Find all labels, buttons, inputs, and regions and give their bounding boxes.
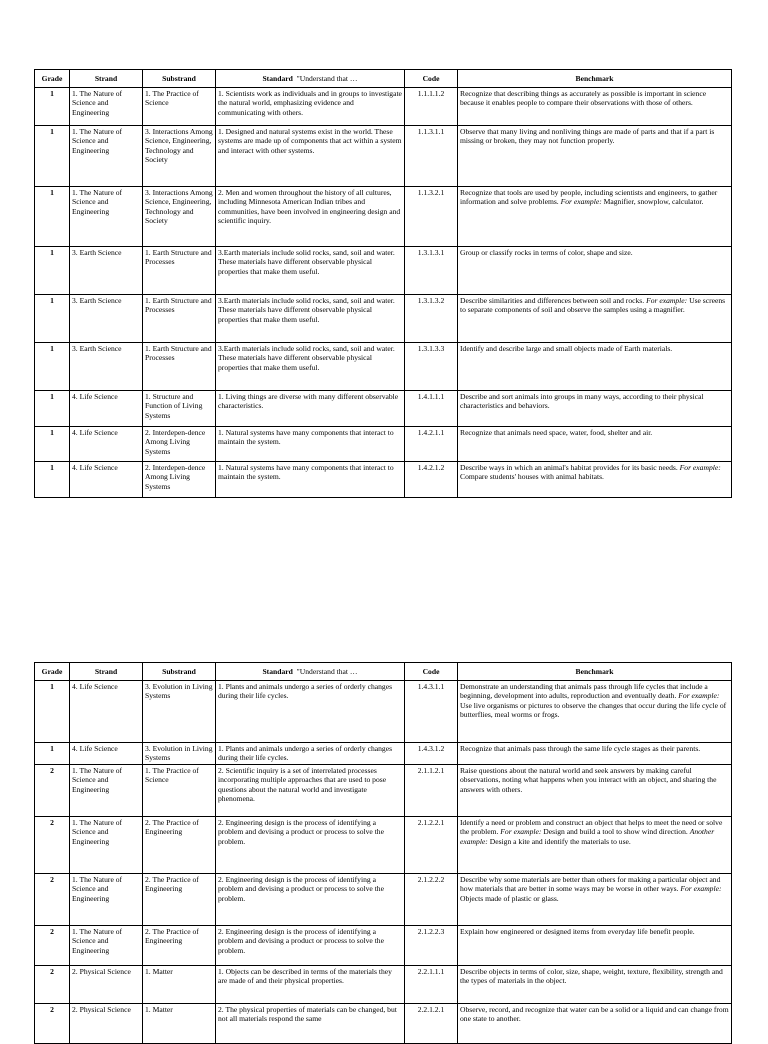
substrand-cell: 1. The Practice of Science [143, 765, 216, 817]
benchmark-text: Describe ways in which an animal's habitat provides for its basic needs. [460, 463, 680, 472]
table-row [35, 743, 732, 765]
code-cell: 1.4.2.1.1 [405, 427, 458, 462]
code-cell: 1.4.3.1.2 [405, 743, 458, 765]
standard-cell: 1. Living things are diverse with many different observable characteristics. [216, 391, 405, 427]
benchmark-example-label: For example: [646, 296, 688, 305]
code-cell: 1.1.3.2.1 [405, 187, 458, 247]
table-row [35, 926, 732, 966]
benchmark-cell [458, 926, 732, 966]
benchmark-cell [458, 427, 732, 462]
header-row [35, 663, 732, 681]
benchmark-text: Demonstrate an understanding that animals pass through life cycles that include a beginning, development into adults, reproduction and eventually death. [460, 682, 708, 701]
strand-cell: 4. Life Science [70, 427, 143, 462]
benchmark-cell [458, 343, 732, 391]
grade-cell: 1 [35, 88, 70, 126]
standard-cell: 1. Natural systems have many components that interact to maintain the system. [216, 462, 405, 498]
grade-cell: 1 [35, 295, 70, 343]
code-cell: 2.1.2.2.2 [405, 874, 458, 926]
strand-cell: 2. Physical Science [70, 1004, 143, 1044]
strand-cell: 4. Life Science [70, 681, 143, 743]
code-cell: 2.1.2.2.1 [405, 817, 458, 874]
table-row [35, 295, 732, 343]
grade-cell: 1 [35, 187, 70, 247]
grade-cell: 2 [35, 1004, 70, 1044]
strand-cell: 3. Earth Science [70, 295, 143, 343]
table-row [35, 88, 732, 126]
standard-cell: 1. Plants and animals undergo a series of orderly changes during their life cycles. [216, 681, 405, 743]
substrand-cell: 1. Earth Structure and Processes [143, 343, 216, 391]
benchmark-text: Recognize that tools are used by people, including scientists and engineers, to gather information and solve problems. [460, 188, 718, 207]
benchmark-text: Raise questions about the natural world and seek answers by making careful observations, noting what happens when you interact with an object, and sharing the answers with others. [460, 766, 717, 794]
header-code: Code [405, 70, 458, 88]
code-cell: 1.4.1.1.1 [405, 391, 458, 427]
benchmark-cell [458, 126, 732, 187]
strand-cell: 4. Life Science [70, 391, 143, 427]
code-cell: 1.3.1.3.1 [405, 247, 458, 295]
substrand-cell: 2. The Practice of Engineering [143, 817, 216, 874]
code-cell: 1.4.2.1.2 [405, 462, 458, 498]
header-standard-label: Standard [262, 73, 293, 83]
grade-cell: 2 [35, 765, 70, 817]
code-cell: 1.1.3.1.1 [405, 126, 458, 187]
substrand-cell: 1. The Practice of Science [143, 88, 216, 126]
grade-cell: 1 [35, 391, 70, 427]
header-standard [216, 663, 405, 681]
grade-cell: 2 [35, 966, 70, 1004]
table-row [35, 817, 732, 874]
benchmark-cell [458, 966, 732, 1004]
standard-cell: 1. Objects can be described in terms of the materials they are made of and their physical properties. [216, 966, 405, 1004]
benchmark-text: Describe and sort animals into groups in many ways, according to their physical characteristics and behaviors. [460, 392, 704, 411]
strand-cell: 2. Physical Science [70, 966, 143, 1004]
header-code: Code [405, 663, 458, 681]
table-row [35, 247, 732, 295]
table-row [35, 126, 732, 187]
strand-cell: 3. Earth Science [70, 247, 143, 295]
benchmark-text: Magnifier, snowplow, calculator. [601, 197, 704, 207]
benchmark-cell [458, 247, 732, 295]
standard-cell: 3.Earth materials include solid rocks, sand, soil and water. These materials have different observable physical properties that make them useful. [216, 343, 405, 391]
table-row [35, 462, 732, 498]
benchmark-cell [458, 391, 732, 427]
header-standard-label: Standard [262, 666, 293, 676]
strand-cell: 1. The Nature of Science and Engineering [70, 765, 143, 817]
benchmark-example-label: For example: [680, 884, 722, 894]
grade-cell: 1 [35, 681, 70, 743]
benchmark-cell [458, 874, 732, 926]
benchmark-cell [458, 765, 732, 817]
table-row [35, 765, 732, 817]
code-cell: 1.4.3.1.1 [405, 681, 458, 743]
strand-cell: 1. The Nature of Science and Engineering [70, 817, 143, 874]
table-row [35, 427, 732, 462]
benchmark-text: Recognize that animals pass through the same life cycle stages as their parents. [460, 744, 701, 753]
grade-cell: 1 [35, 427, 70, 462]
header-strand: Strand [70, 70, 143, 88]
header-substrand: Substrand [143, 70, 216, 88]
table-row [35, 681, 732, 743]
table-row [35, 391, 732, 427]
benchmark-text: Recognize that animals need space, water, food, shelter and air. [460, 428, 653, 437]
substrand-cell: 2. Interdepen-dence Among Living Systems [143, 462, 216, 498]
benchmark-text: Explain how engineered or designed items from everyday life benefit people. [460, 927, 695, 936]
header-substrand: Substrand [143, 663, 216, 681]
grade-cell: 1 [35, 462, 70, 498]
standards-table-top [34, 69, 732, 498]
header-grade: Grade [35, 663, 70, 681]
strand-cell: 1. The Nature of Science and Engineering [70, 126, 143, 187]
benchmark-example-label: For example: [679, 463, 721, 472]
header-strand: Strand [70, 663, 143, 681]
substrand-cell: 1. Earth Structure and Processes [143, 247, 216, 295]
header-grade: Grade [35, 70, 70, 88]
substrand-cell: 2. Interdepen-dence Among Living Systems [143, 427, 216, 462]
code-cell: 2.1.2.2.3 [405, 926, 458, 966]
benchmark-text: Compare students' houses with animal habitats. [460, 472, 604, 482]
strand-cell: 4. Life Science [70, 462, 143, 498]
grade-cell: 1 [35, 126, 70, 187]
benchmark-cell [458, 817, 732, 874]
standard-cell: 1. Natural systems have many components that interact to maintain the system. [216, 427, 405, 462]
benchmark-text: Use live organisms or pictures to observe the changes that occur during the life cycle of butterflies, meal worms or frogs. [460, 700, 727, 719]
substrand-cell: 3. Interactions Among Science, Engineering, Technology and Society [143, 187, 216, 247]
benchmark-text: Describe similarities and differences between soil and rocks. [460, 296, 647, 305]
standard-cell: 2. Scientific inquiry is a set of interrelated processes incorporating multiple approaches that are used to pose questions about the natural world and investigate phenomena. [216, 765, 405, 817]
strand-cell: 3. Earth Science [70, 343, 143, 391]
standard-cell: 3.Earth materials include solid rocks, sand, soil and water. These materials have different observable physical properties that make them useful. [216, 295, 405, 343]
standard-cell: 2. Engineering design is the process of identifying a problem and devising a product or process to solve the problem. [216, 817, 405, 874]
substrand-cell: 2. The Practice of Engineering [143, 874, 216, 926]
substrand-cell: 1. Matter [143, 966, 216, 1004]
header-standard-suffix: "Understand that … [296, 73, 358, 83]
benchmark-text: Observe, record, and recognize that water can be a solid or a liquid and can change from one state to another. [460, 1005, 729, 1024]
code-cell: 2.2.1.1.1 [405, 966, 458, 1004]
benchmark-example-label: For example: [678, 691, 720, 701]
benchmark-text: Design a kite and identify the materials to use. [487, 836, 631, 846]
benchmark-text: Use screens to separate components of soil and observe the samples using a magnifier. [460, 296, 726, 315]
code-cell: 1.3.1.3.3 [405, 343, 458, 391]
standard-cell: 2. The physical properties of materials can be changed, but not all materials respond the same [216, 1004, 405, 1044]
code-cell: 1.3.1.3.2 [405, 295, 458, 343]
table-body [35, 681, 732, 1044]
table-row [35, 874, 732, 926]
grade-cell: 2 [35, 874, 70, 926]
substrand-cell: 3. Evolution in Living Systems [143, 743, 216, 765]
code-cell: 1.1.1.1.2 [405, 88, 458, 126]
table-row [35, 343, 732, 391]
benchmark-cell [458, 462, 732, 498]
standard-cell: 2. Men and women throughout the history of all cultures, including Minnesota American Indian tribes and communities, have been involved in engineering design and scientific inquiry. [216, 187, 405, 247]
grade-cell: 1 [35, 247, 70, 295]
standard-cell: 1. Designed and natural systems exist in the world. These systems are made up of components that act within a system and interact with other systems. [216, 126, 405, 187]
grade-cell: 1 [35, 743, 70, 765]
substrand-cell: 1. Earth Structure and Processes [143, 295, 216, 343]
standard-cell: 1. Scientists work as individuals and in groups to investigate the natural world, emphasizing evidence and communicating with others. [216, 88, 405, 126]
benchmark-cell [458, 743, 732, 765]
grade-cell: 2 [35, 817, 70, 874]
header-row [35, 70, 732, 88]
header-benchmark: Benchmark [458, 663, 732, 681]
benchmark-cell [458, 681, 732, 743]
substrand-cell: 3. Evolution in Living Systems [143, 681, 216, 743]
strand-cell: 1. The Nature of Science and Engineering [70, 874, 143, 926]
standard-cell: 2. Engineering design is the process of identifying a problem and devising a product or process to solve the problem. [216, 874, 405, 926]
code-cell: 2.1.1.2.1 [405, 765, 458, 817]
benchmark-cell [458, 295, 732, 343]
strand-cell: 1. The Nature of Science and Engineering [70, 187, 143, 247]
benchmark-example-label: Another example: [460, 827, 715, 846]
benchmark-text: Describe objects in terms of color, size, shape, weight, texture, flexibility, strength and the types of materials in the object. [460, 967, 723, 986]
header-standard-suffix: "Understand that … [296, 666, 358, 676]
standard-cell: 3.Earth materials include solid rocks, sand, soil and water. These materials have different observable physical properties that make them useful. [216, 247, 405, 295]
benchmark-text: Group or classify rocks in terms of color, shape and size. [460, 248, 633, 257]
benchmark-text: Identify and describe large and small objects made of Earth materials. [460, 344, 673, 353]
strand-cell: 4. Life Science [70, 743, 143, 765]
table-row [35, 966, 732, 1004]
benchmark-text: Observe that many living and nonliving things are made of parts and that if a part is missing or broken, they may not function properly. [460, 127, 715, 146]
strand-cell: 1. The Nature of Science and Engineering [70, 926, 143, 966]
substrand-cell: 3. Interactions Among Science, Engineering, Technology and Society [143, 126, 216, 187]
standards-table-bottom [34, 662, 732, 1044]
substrand-cell: 1. Structure and Function of Living Systems [143, 391, 216, 427]
header-benchmark: Benchmark [458, 70, 732, 88]
strand-cell: 1. The Nature of Science and Engineering [70, 88, 143, 126]
benchmark-text: Identify a need or problem and construct an object that helps to meet the need or solve the problem. [460, 818, 723, 837]
benchmark-text: Design and build a tool to show wind direction. [541, 827, 690, 837]
benchmark-cell [458, 187, 732, 247]
benchmark-cell [458, 88, 732, 126]
substrand-cell: 2. The Practice of Engineering [143, 926, 216, 966]
benchmark-text: Describe why some materials are better than others for making a particular object and how materials that are better in some ways may be worse in other ways. [460, 875, 721, 894]
benchmark-example-label: For example: [500, 827, 542, 837]
table-body [35, 88, 732, 498]
table-row [35, 187, 732, 247]
grade-cell: 2 [35, 926, 70, 966]
header-standard [216, 70, 405, 88]
benchmark-text: Objects made of plastic or glass. [460, 893, 559, 903]
benchmark-text: Recognize that describing things as accurately as possible is important in science because it enables people to compare their observations with those of others. [460, 89, 707, 108]
standard-cell: 2. Engineering design is the process of identifying a problem and devising a product or process to solve the problem. [216, 926, 405, 966]
benchmark-example-label: For example: [560, 197, 602, 207]
grade-cell: 1 [35, 343, 70, 391]
substrand-cell: 1. Matter [143, 1004, 216, 1044]
standard-cell: 1. Plants and animals undergo a series of orderly changes during their life cycles. [216, 743, 405, 765]
code-cell: 2.2.1.2.1 [405, 1004, 458, 1044]
